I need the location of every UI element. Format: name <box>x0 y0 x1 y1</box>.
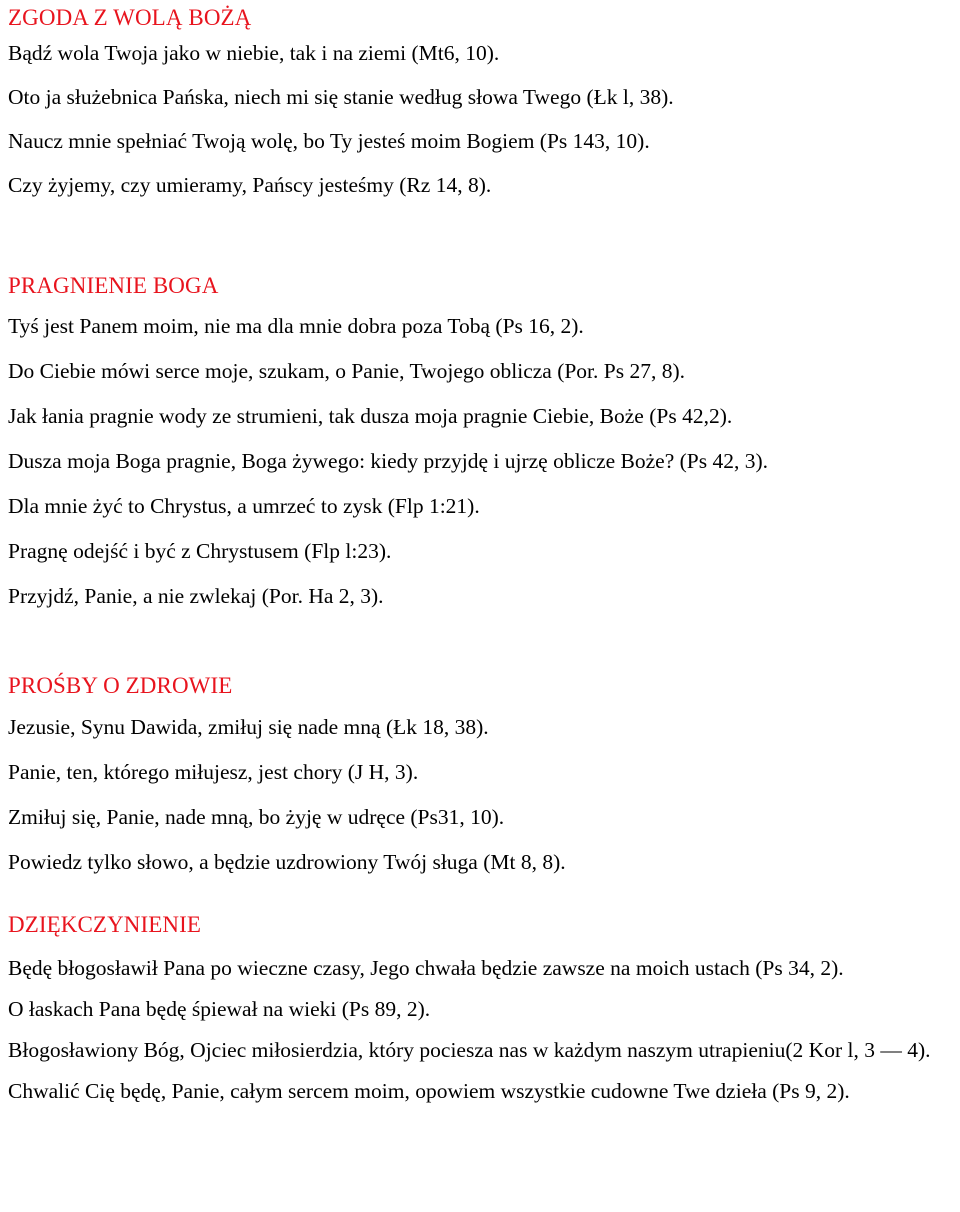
verse-line: Oto ja służebnica Pańska, niech mi się stanie według słowa Twego (Łk l, 38). <box>8 85 674 109</box>
verse-line: Dusza moja Boga pragnie, Boga żywego: kiedy przyjdę i ujrzę oblicze Boże? (Ps 42, 3). <box>8 449 769 473</box>
verse-line: Jak łania pragnie wody ze strumieni, tak dusza moja pragnie Ciebie, Boże (Ps 42,2). <box>8 404 733 428</box>
verse-line: Będę błogosławił Pana po wieczne czasy, Jego chwała będzie zawsze na moich ustach (Ps 34, 2). <box>8 956 844 980</box>
verse-line: Do Ciebie mówi serce moje, szukam, o Panie, Twojego oblicza (Por. Ps 27, 8). <box>8 359 686 383</box>
section-dziekczynienie <box>8 910 958 1117</box>
section-zgoda <box>8 3 958 214</box>
section-prosby <box>8 671 958 892</box>
verse-line: Chwalić Cię będę, Panie, całym sercem moim, opowiem wszystkie cudowne Twe dzieła (Ps 9, 2). <box>8 1079 850 1103</box>
verse-line: O łaskach Pana będę śpiewał na wieki (Ps 89, 2). <box>8 997 431 1021</box>
verse-line: Naucz mnie spełniać Twoją wolę, bo Ty jesteś moim Bogiem (Ps 143, 10). <box>8 129 650 153</box>
verse-line: Przyjdź, Panie, a nie zwlekaj (Por. Ha 2, 3). <box>8 584 384 608</box>
verse-line: Czy żyjemy, czy umieramy, Pańscy jesteśmy (Rz 14, 8). <box>8 173 492 197</box>
verse-line: Dla mnie żyć to Chrystus, a umrzeć to zysk (Flp 1:21). <box>8 494 480 518</box>
section-pragnienie <box>8 271 958 626</box>
verse-line: Powiedz tylko słowo, a będzie uzdrowiony Twój sługa (Mt 8, 8). <box>8 850 566 874</box>
section-heading: PROŚBY O ZDROWIE <box>8 673 233 698</box>
verse-line: Panie, ten, którego miłujesz, jest chory (J H, 3). <box>8 760 419 784</box>
section-heading: ZGODA Z WOLĄ BOŻĄ <box>8 5 252 30</box>
verse-line: Tyś jest Panem moim, nie ma dla mnie dobra poza Tobą (Ps 16, 2). <box>8 314 584 338</box>
verse-line: Jezusie, Synu Dawida, zmiłuj się nade mną (Łk 18, 38). <box>8 715 489 739</box>
verse-line: Pragnę odejść i być z Chrystusem (Flp l:23). <box>8 539 392 563</box>
section-heading: DZIĘKCZYNIENIE <box>8 912 202 937</box>
verse-line: Bądź wola Twoja jako w niebie, tak i na ziemi (Mt6, 10). <box>8 41 500 65</box>
verse-line: Błogosławiony Bóg, Ojciec miłosierdzia, który pociesza nas w każdym naszym utrapieniu(2 Kor l, 3 — 4). <box>8 1038 931 1062</box>
section-heading: PRAGNIENIE BOGA <box>8 273 219 298</box>
verse-line: Zmiłuj się, Panie, nade mną, bo żyję w udręce (Ps31, 10). <box>8 805 505 829</box>
